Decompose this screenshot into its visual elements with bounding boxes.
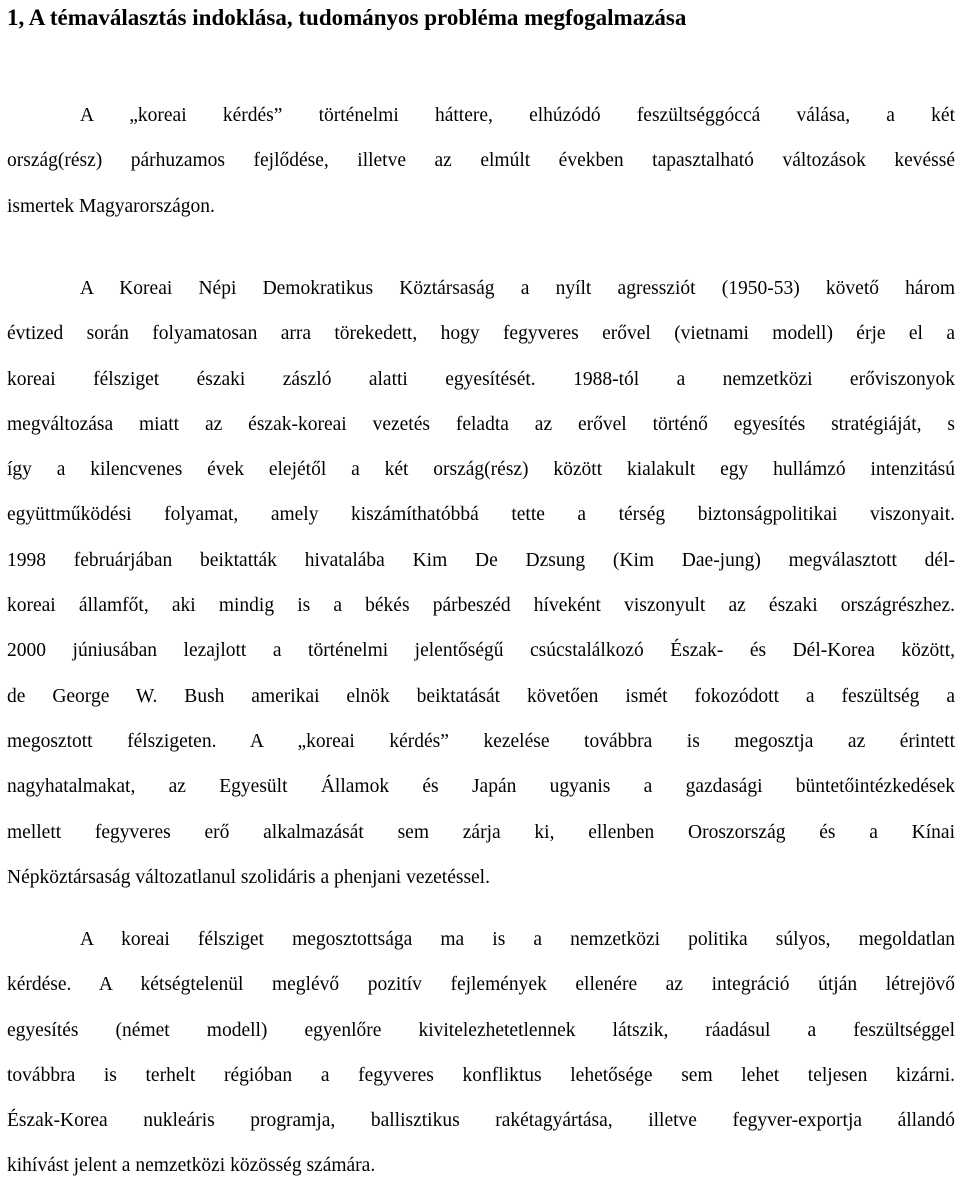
paragraph-line: ország(rész) párhuzamos fejlődése, illetve az elmúlt években tapasztalható változások kevéssé xyxy=(7,150,955,172)
paragraph-line: megváltozása miatt az észak-koreai vezetés feladta az erővel történő egyesítés stratégiáját, s xyxy=(7,413,955,435)
paragraph-line: kihívást jelent a nemzetközi közösség számára. xyxy=(7,1155,376,1177)
paragraph-line: kérdése. A kétségtelenül meglévő pozitív fejlemények ellenére az integráció útján létrejövő xyxy=(7,974,955,996)
paragraph-line: A koreai félsziget megosztottsága ma is a nemzetközi politika súlyos, megoldatlan xyxy=(80,929,955,950)
paragraph-line: A Koreai Népi Demokratikus Köztársaság a nyílt agressziót (1950-53) követő három xyxy=(80,278,955,299)
paragraph-line: 2000 júniusában lezajlott a történelmi jelentőségű csúcstalálkozó Észak- és Dél-Korea között, xyxy=(7,640,955,662)
paragraph-line: A „koreai kérdés” történelmi háttere, elhúzódó feszültséggóccá válása, a két xyxy=(80,105,955,126)
paragraph-line: egyesítés (német modell) egyenlőre kivitelezhetetlennek látszik, ráadásul a feszültséggel xyxy=(7,1019,955,1041)
paragraph-1 xyxy=(7,93,955,229)
paragraph-line: megosztott félszigeten. A „koreai kérdés” kezelése továbbra is megosztja az érintett xyxy=(7,730,955,752)
paragraph-2 xyxy=(7,266,955,900)
paragraph-line: 1998 februárjában beiktatták hivatalába Kim De Dzsung (Kim Dae-jung) megválasztott dél- xyxy=(7,549,955,571)
paragraph-line: mellett fegyveres erő alkalmazását sem zárja ki, ellenben Oroszország és a Kínai xyxy=(7,821,955,843)
paragraph-line: koreai államfőt, aki mindig is a békés párbeszéd híveként viszonyult az északi országrészhez. xyxy=(7,595,955,617)
paragraph-line: így a kilencvenes évek elejétől a két ország(rész) között kialakult egy hullámzó intenzitású xyxy=(7,459,955,481)
paragraph-line: koreai félsziget északi zászló alatti egyesítését. 1988-tól a nemzetközi erőviszonyok xyxy=(7,368,955,390)
section-heading: 1, A témaválasztás indoklása, tudományos probléma megfogalmazása xyxy=(7,5,687,30)
paragraph-line: Észak-Korea nukleáris programja, ballisztikus rakétagyártása, illetve fegyver-exportja állandó xyxy=(7,1110,955,1132)
paragraph-line: ismertek Magyarországon. xyxy=(7,195,215,217)
paragraph-line: évtized során folyamatosan arra törekedett, hogy fegyveres erővel (vietnami modell) érje el a xyxy=(7,323,955,345)
paragraph-line: Népköztársaság változatlanul szolidáris a phenjani vezetéssel. xyxy=(7,866,490,888)
paragraph-line: együttműködési folyamat, amely kiszámíthatóbbá tette a térség biztonságpolitikai viszonyait. xyxy=(7,504,955,526)
paragraph-line: de George W. Bush amerikai elnök beiktatását követően ismét fokozódott a feszültség a xyxy=(7,685,955,707)
paragraph-3 xyxy=(7,917,955,1189)
paragraph-line: továbbra is terhelt régióban a fegyveres konfliktus lehetősége sem lehet teljesen kizárni. xyxy=(7,1064,955,1086)
paragraph-line: nagyhatalmakat, az Egyesült Államok és Japán ugyanis a gazdasági büntetőintézkedések xyxy=(7,776,955,798)
